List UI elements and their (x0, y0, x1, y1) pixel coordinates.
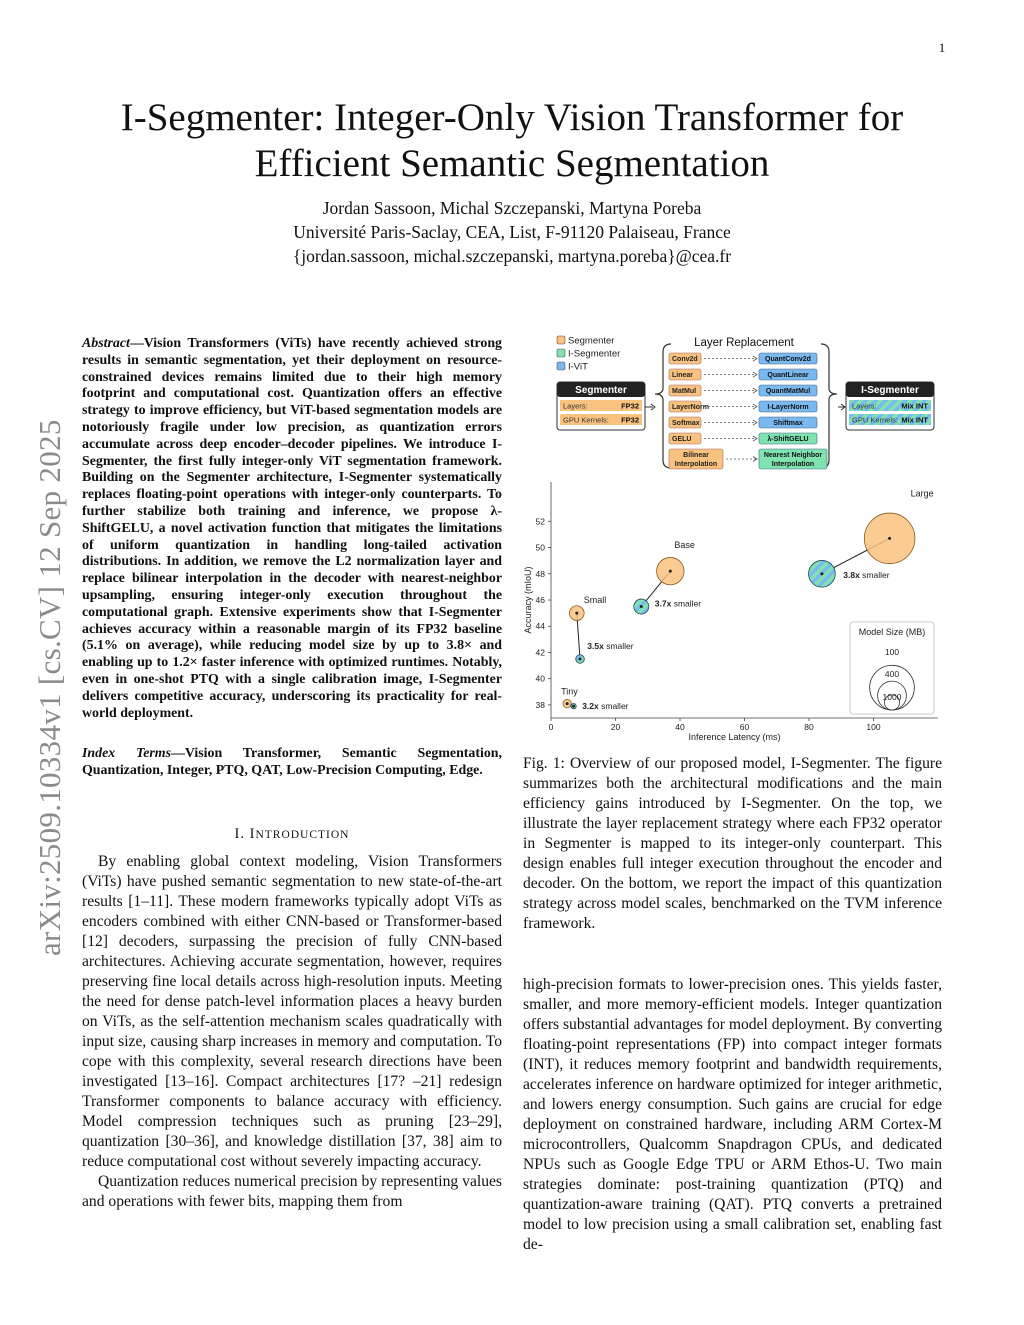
scatter-chart (523, 482, 938, 742)
reduction-suffix-3: smaller (859, 569, 890, 580)
isegmenter-point-center-1 (579, 658, 582, 661)
op-to-label-1-0: QuantLinear (767, 372, 809, 379)
reduction-note-0 (582, 701, 628, 711)
y-axis-label: Accuracy (mIoU) (523, 566, 533, 634)
segmenter-point-center-0 (566, 702, 569, 705)
diagram-header: Layer Replacement (694, 337, 794, 349)
reduction-note-1 (587, 641, 633, 651)
reduction-note-3 (843, 570, 889, 580)
x-axis-label: Inference Latency (ms) (688, 732, 781, 742)
left-brace (655, 344, 671, 468)
op-to-label-2-0: QuantMatMul (765, 388, 811, 395)
author-block (150, 196, 874, 268)
y-tick-label-3: 44 (535, 621, 545, 632)
segmenter-row-value-1: FP32 (621, 415, 639, 425)
segmenter-box-title: Segmenter (575, 385, 627, 396)
reduction-suffix-2: smaller (671, 598, 702, 609)
legend-swatch-2 (557, 362, 565, 370)
x-tick-label-0: 0 (548, 722, 554, 732)
legend-swatch-1 (557, 349, 565, 357)
op-from-label-2-0: MatMul (672, 388, 697, 395)
segmenter-row-label-1: GPU Kernels: (563, 415, 609, 425)
y-tick-label-7: 52 (535, 516, 545, 527)
segmenter-point-center-1 (575, 612, 578, 615)
y-tick-label-0: 38 (535, 699, 545, 710)
segmenter-point-center-3 (888, 537, 891, 540)
reduction-factor-2: 3.7x (654, 598, 672, 609)
segmenter-point-center-2 (669, 570, 672, 573)
isegmenter-point-center-2 (640, 605, 643, 608)
arxiv-watermark: arXiv:2509.10334v1 [cs.CV] 12 Sep 2025 (32, 419, 67, 956)
model-label-base: Base (674, 540, 695, 551)
y-tick-label-6: 50 (535, 542, 545, 553)
title-line-2: Efficient Semantic Segmentation (254, 142, 770, 185)
section-heading-introduction (82, 826, 502, 843)
model-label-large: Large (910, 488, 934, 499)
op-to-label-5-0: λ-ShiftGELU (767, 436, 809, 443)
segmenter-row-value-0: FP32 (621, 401, 639, 411)
isegmenter-row-value-1: Mix INT (901, 415, 928, 425)
abstract-lead: Abstract (82, 336, 130, 351)
y-tick-label-5: 48 (535, 568, 545, 579)
reduction-factor-3: 3.8x (843, 569, 860, 580)
op-to-label-6-0: Nearest Neighbor (763, 452, 823, 459)
intro-paragraph-2: Quantization reduces numerical precision by representing values and operations with fewer bits, mapping them from (82, 1173, 502, 1210)
x-tick-label-3: 60 (739, 722, 750, 732)
reduction-suffix-1: smaller (603, 641, 634, 651)
model-label-tiny: Tiny (561, 686, 578, 697)
index-terms-lead: Index Terms (82, 746, 171, 761)
figure-caption: Fig. 1: Overview of our proposed model, I-Segmenter. The figure summarizes both the architectural modifications and the main efficiency gains introduced by I-Segmenter. On the top, we illustrate the layer replacement strategy where each FP32 operator in Segmenter is mapped to its integer-only counterpart. This design enables full integer execution throughout the encoder and decoder. On the bottom, we report the impact of this quantization strategy across model scales, benchmarked on the TVM inference framework. (523, 755, 942, 932)
op-from-label-6-0: Bilinear (683, 452, 709, 459)
abstract-text: —Vision Transformers (ViTs) have recently achieved strong results in semantic segmentation, yet their deployment on resource-constrained devices remains limited due to their high memory footprint and computational cost. Quantization offers an effective strategy to improve efficiency, but ViT-based segmentation models are notoriously fragile under low precision, as quantization errors accumulate across deep encoder–decoder pipelines. We introduce I-Segmenter, the first fully integer-only ViT segmentation framework. Building on the Segmenter architecture, I-Segmenter systematically replaces floating-point operations with integer-only counterparts. To further stabilize both training and inference, we propose λ-ShiftGELU, a novel activation function that mitigates the limitations of uniform quantization in handling long-tailed activation distributions. In addition, we remove the L2 normalization layer and replace bilinear interpolation in the decoder with nearest-neighbor upsampling, ensuring integer-only execution throughout the computational graph. Extensive experiments show that I-Segmenter achieves accuracy within a reasonable margin of its FP32 baseline (5.1% on average), while reducing model size by up to 3.8× and enabling up to 1.2× faster inference with optimized runtimes. Notably, even in one-shot PTQ with a single calibration image, I-Segmenter delivers competitive accuracy, underscoring its practicality for real-world deployment. (82, 336, 502, 721)
intro-paragraph-1: By enabling global context modeling, Vision Transformers (ViTs) have pushed semantic segmentation to new state-of-the-art results [1–11]. These modern frameworks typically adopt ViTs as encoders combined with either CNN-based or Transformer-based [12] decoders, surpassing the precision of fully CNN-based architectures. Achieving accurate segmentation, however, requires preserving fine local details across high-resolution inputs. Meeting the need for dense patch-level information places a heavy burden on ViTs, as the self-attention mechanism scales quadratically with input size, causing sharp increases in memory and computation. To cope with this complexity, several research directions have been investigated [13–16]. Compact architectures [17? –21] redesign Transformer components to balance accuracy with efficiency. Model compression techniques such as pruning [23–29], quantization [30–36], and knowledge distillation [37, 38] aim to reduce computational cost without severely impacting accuracy. (82, 853, 502, 1170)
legend-label-1: I-Segmenter (568, 348, 621, 360)
layer-replacement-diagram (557, 336, 934, 470)
size-legend-title: Model Size (MB) (858, 627, 926, 637)
author-names: Jordan Sassoon, Michal Szczepanski, Martyna Poreba (322, 198, 702, 218)
isegmenter-point-center-0 (572, 705, 575, 708)
figure-1 (523, 330, 943, 750)
legend-swatch-0 (557, 336, 565, 344)
reduction-note-2 (655, 599, 701, 609)
y-tick-label-2: 42 (535, 647, 545, 658)
x-tick-label-2: 40 (675, 722, 685, 732)
isegmenter-point-center-3 (820, 572, 823, 575)
isegmenter-row-value-0: Mix INT (901, 401, 928, 411)
op-from-label-4-0: Softmax (672, 420, 700, 427)
model-label-small: Small (583, 595, 607, 606)
op-from-label-0-0: Conv2d (672, 356, 698, 363)
x-tick-label-5: 100 (866, 722, 881, 732)
reduction-factor-0: 3.2x (582, 701, 599, 712)
x-tick-label-4: 80 (804, 722, 814, 732)
introduction-body (82, 852, 502, 1212)
section-rest: NTRODUCTION (255, 829, 350, 841)
segmenter-row-label-0: Layers: (563, 401, 588, 411)
section-first-letter: I (249, 826, 256, 842)
abstract (82, 336, 502, 722)
index-terms-text: —Vision Transformer, Semantic Segmentation, Quantization, Integer, PTQ, QAT, Low-Precision Computing, Edge. (82, 746, 502, 778)
legend-label-0: Segmenter (568, 335, 615, 347)
op-to-label-6-1: Interpolation (771, 461, 815, 468)
reduction-suffix-0: smaller (598, 701, 629, 712)
op-from-label-3-0: LayerNorm (672, 404, 709, 411)
legend-label-2: I-ViT (568, 361, 588, 373)
op-to-label-4-0: Shiftmax (773, 420, 803, 427)
op-from-label-5-0: GELU (672, 436, 692, 443)
x-tick-label-1: 20 (610, 722, 621, 732)
isegmenter-row-label-0: Layers: (852, 401, 877, 411)
isegmenter-box-title: I-Segmenter (861, 385, 919, 396)
op-to-label-0-0: QuantConv2d (765, 356, 811, 363)
author-affiliation: Université Paris-Saclay, CEA, List, F-91120 Palaiseau, France (293, 222, 731, 242)
y-tick-label-1: 40 (535, 673, 545, 684)
section-number: I. (234, 826, 250, 842)
author-emails: {jordan.sassoon, michal.szczepanski, martyna.poreba}@cea.fr (292, 246, 732, 266)
size-legend-label-1000: 1000 (882, 692, 902, 702)
paper-title (60, 95, 964, 187)
size-legend-label-100: 100 (884, 647, 900, 657)
op-from-label-1-0: Linear (672, 372, 694, 379)
right-column-body (523, 975, 942, 1255)
index-terms (82, 746, 502, 780)
size-legend-label-400: 400 (884, 669, 900, 679)
reduction-factor-1: 3.5x (587, 641, 604, 651)
op-from-label-6-1: Interpolation (674, 461, 718, 468)
y-tick-label-4: 46 (535, 595, 545, 605)
isegmenter-row-label-1: GPU Kernels: (852, 415, 898, 425)
figure-1-canvas (523, 330, 943, 750)
page-number: 1 (938, 40, 946, 55)
title-line-1: I-Segmenter: Integer-Only Vision Transformer for (120, 96, 904, 139)
right-paragraph-1: high-precision formats to lower-precision ones. This yields faster, smaller, and more memory-efficient models. Integer quantization offers substantial advantages for model deployment. By converting floating-point representations (FP) into compact integer formats (INT), it reduces memory footprint and bandwidth requirements, accelerates inference on hardware optimized for integer arithmetic, and lowers energy consumption. Such gains are crucial for edge deployment on constrained hardware, including ARM Cortex-M microcontrollers, Qualcomm Snapdragon CPUs, and dedicated NPUs such as Google Edge TPU or ARM Ethos-U. Two main strategies dominate: post-training quantization (PTQ) and quantization-aware training (QAT). PTQ converts a pretrained model to low precision using a small calibration set, enabling fast de- (523, 976, 942, 1253)
op-to-label-3-0: I-LayerNorm (767, 404, 809, 411)
